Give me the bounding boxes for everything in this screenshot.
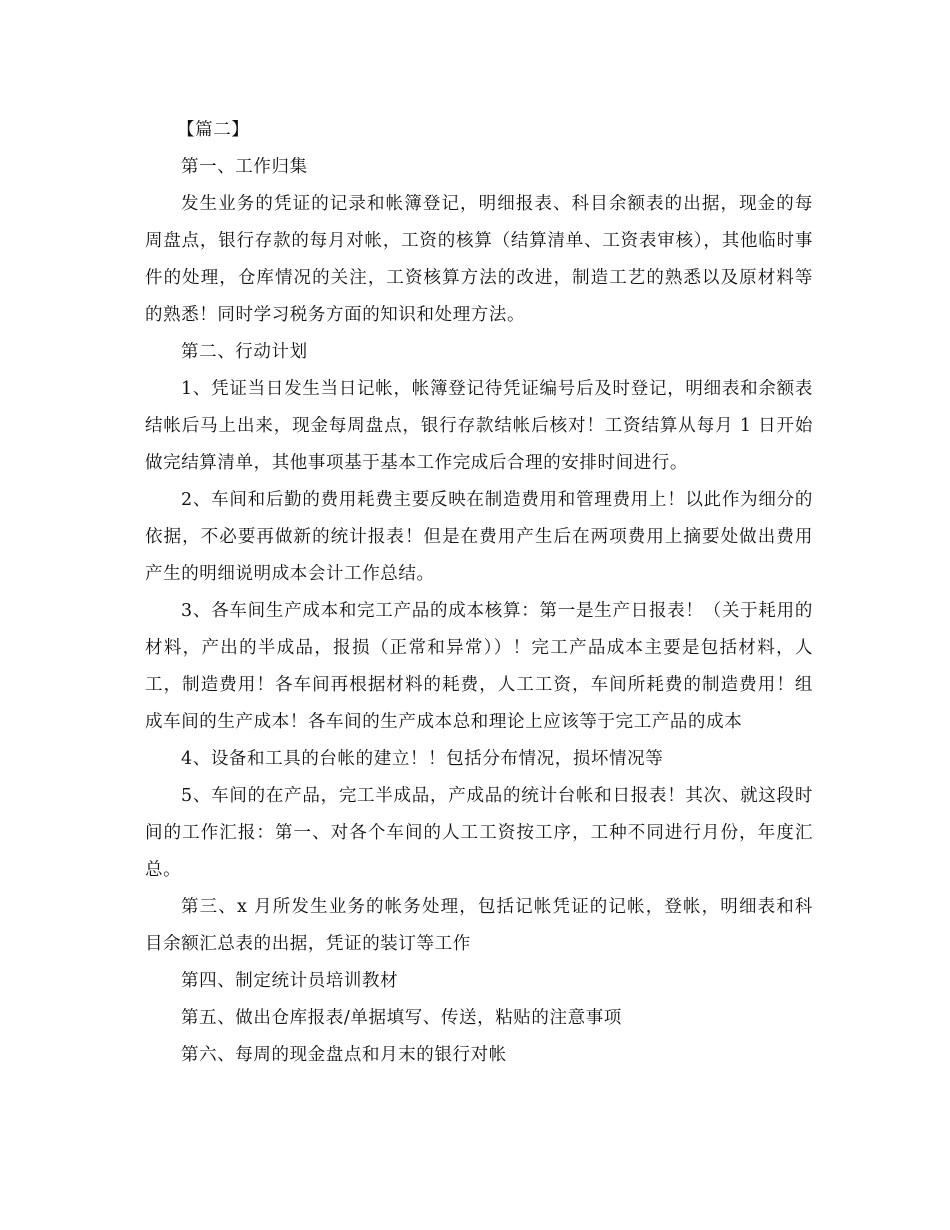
- heading-fourth: 第四、制定统计员培训教材: [181, 971, 399, 991]
- plan-item-1: 1、凭证当日发生当日记帐，帐簿登记待凭证编号后及时登记，明细表和余额表结帐后马上出来，现金每周盘点，银行存款结帐后核对！工资结算从每月 1 日开始做完结算清单，其他事项基于基本工作完成后合理的安排时间进行。: [145, 379, 813, 473]
- section-tag: 【篇二】: [177, 120, 250, 140]
- plan-item-3: 3、各车间生产成本和完工产品的成本核算：第一是生产日报表！（关于耗用的材料，产出的半成品，报损（正常和异常））！完工产品成本主要是包括材料，人工，制造费用！各车间再根据材料的耗费，人工工资，车间所耗费的制造费用！组成车间的生产成本！各车间的生产成本总和理论上应该等于完工产品的成本: [145, 601, 813, 732]
- plan-item-4: 4、设备和工具的台帐的建立！！包括分布情况，损坏情况等: [181, 749, 664, 769]
- heading-third: 第三、x 月所发生业务的帐务处理，包括记帐凭证的记帐，登帐，明细表和科目余额汇总表的出据，凭证的装订等工作: [145, 897, 813, 954]
- plan-item-2: 2、车间和后勤的费用耗费主要反映在制造费用和管理费用上！以此作为细分的依据，不必要再做新的统计报表！但是在费用产生后在两项费用上摘要处做出费用产生的明细说明成本会计工作总结。: [145, 490, 813, 584]
- paragraph-work-summary: 发生业务的凭证的记录和帐簿登记，明细报表、科目余额表的出据，现金的每周盘点，银行存款的每月对帐，工资的核算（结算清单、工资表审核），其他临时事件的处理，仓库情况的关注，工资核算方法的改进，制造工艺的熟悉以及原材料等的熟悉！同时学习税务方面的知识和处理方法。: [145, 194, 813, 325]
- heading-work-summary: 第一、工作归集: [181, 157, 308, 177]
- heading-action-plan: 第二、行动计划: [181, 342, 308, 362]
- plan-item-5: 5、车间的在产品，完工半成品，产成品的统计台帐和日报表！其次、就这段时间的工作汇报：第一、对各个车间的人工工资按工序，工种不同进行月份，年度汇总。: [145, 786, 813, 880]
- heading-fifth: 第五、做出仓库报表/单据填写、传送，粘贴的注意事项: [181, 1008, 622, 1028]
- heading-sixth: 第六、每周的现金盘点和月末的银行对帐: [181, 1045, 507, 1065]
- document-body: [145, 112, 813, 1074]
